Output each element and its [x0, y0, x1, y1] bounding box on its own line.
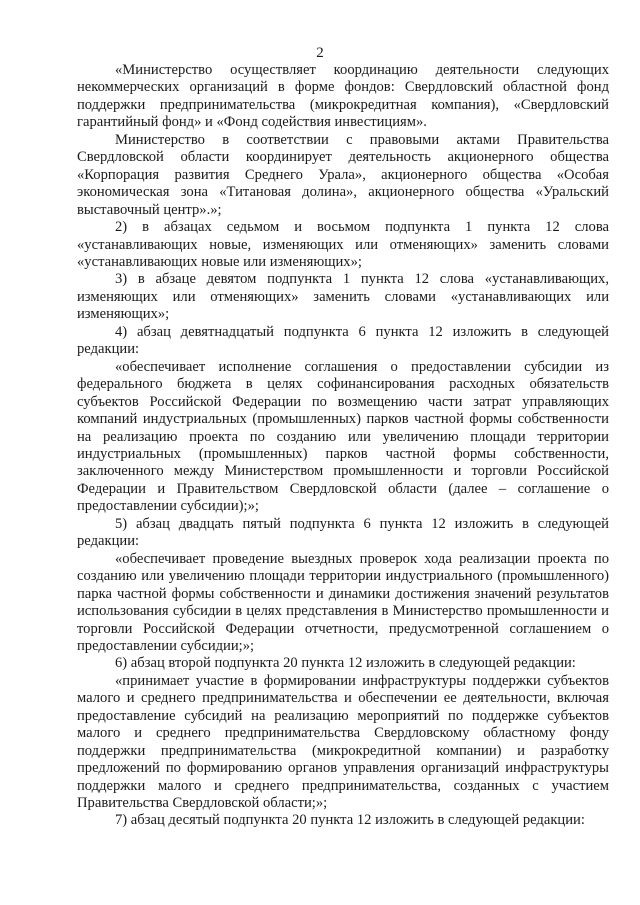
paragraph-amendment-5: 5) абзац двадцать пятый подпункта 6 пункта 12 изложить в следующей редакции: — [77, 515, 609, 550]
paragraph-amendment-4: 4) абзац девятнадцатый подпункта 6 пункта 12 изложить в следующей редакции: — [77, 323, 609, 358]
page-number: 2 — [316, 45, 324, 61]
paragraph-amendment-7: 7) абзац десятый подпункта 20 пункта 12 изложить в следующей редакции: — [115, 812, 585, 829]
document-body — [77, 62, 609, 830]
paragraph-amendment-6-text: «принимает участие в формировании инфраструктуры поддержки субъектов малого и среднего предпринимательства и обеспечении ее деятельности, включая предоставление субсидий на реализацию мероприятий по поддержке субъектов малого и среднего предпринимательства Свердловскому областному фонду поддержки предпринимательства (микрокредитной компании) и разработку предложений по формированию органов управления организаций инфраструктуры поддержки малого и среднего предпринимательства, созданных с участием Правительства Свердловской области;»; — [77, 672, 609, 812]
paragraph-amendment-6: 6) абзац второй подпункта 20 пункта 12 изложить в следующей редакции: — [115, 655, 576, 672]
paragraph-ministry-coordination-companies: Министерство в соответствии с правовыми актами Правительства Свердловской области координирует деятельность акционерного общества «Корпорация развития Среднего Урала», акционерного общества «Особая экономическая зона «Титановая долина», акционерного общества «Уральский выставочный центр».»; — [77, 131, 609, 218]
paragraph-amendment-3: 3) в абзаце девятом подпункта 1 пункта 12 слова «устанавливающих, изменяющих или отменяющих» заменить словами «устанавливающих или изменяющих»; — [77, 271, 609, 323]
paragraph-amendment-2: 2) в абзацах седьмом и восьмом подпункта 1 пункта 12 слова «устанавливающих новые, изменяющих или отменяющих» заменить словами «устанавливающих новые или изменяющих»; — [77, 219, 609, 270]
paragraph-amendment-5-text: «обеспечивает проведение выездных проверок хода реализации проекта по созданию или увеличению площади территории индустриального (промышленного) парка частной формы собственности и динамики достижения значений результатов использования субсидии в целях представления в Министерство промышленности и торговли Российской Федерации отчетности, предусмотренной соглашением о предоставлении субсидии;»; — [77, 550, 609, 654]
paragraph-amendment-4-text: «обеспечивает исполнение соглашения о предоставлении субсидии из федерального бюджета в целях софинансирования расходных обязательств субъектов Российской Федерации по возмещению части затрат управляющих компаний индустриальных (промышленных) парков частной формы собственности на реализацию проекта по созданию или увеличению площади территории индустриальных (промышленных) парков частной формы собственности, заключенного между Министерством промышленности и торговли Российской Федерации и Правительством Свердловской области (далее – соглашение о предоставлении субсидии);»; — [77, 358, 609, 515]
paragraph-ministry-coordination-funds: «Министерство осуществляет координацию деятельности следующих некоммерческих организаций в форме фондов: Свердловский областной фонд поддержки предпринимательства (микрокредитная компания), «Свердловский гарантийный фонд» и «Фонд содействия инвестициям». — [77, 62, 609, 131]
